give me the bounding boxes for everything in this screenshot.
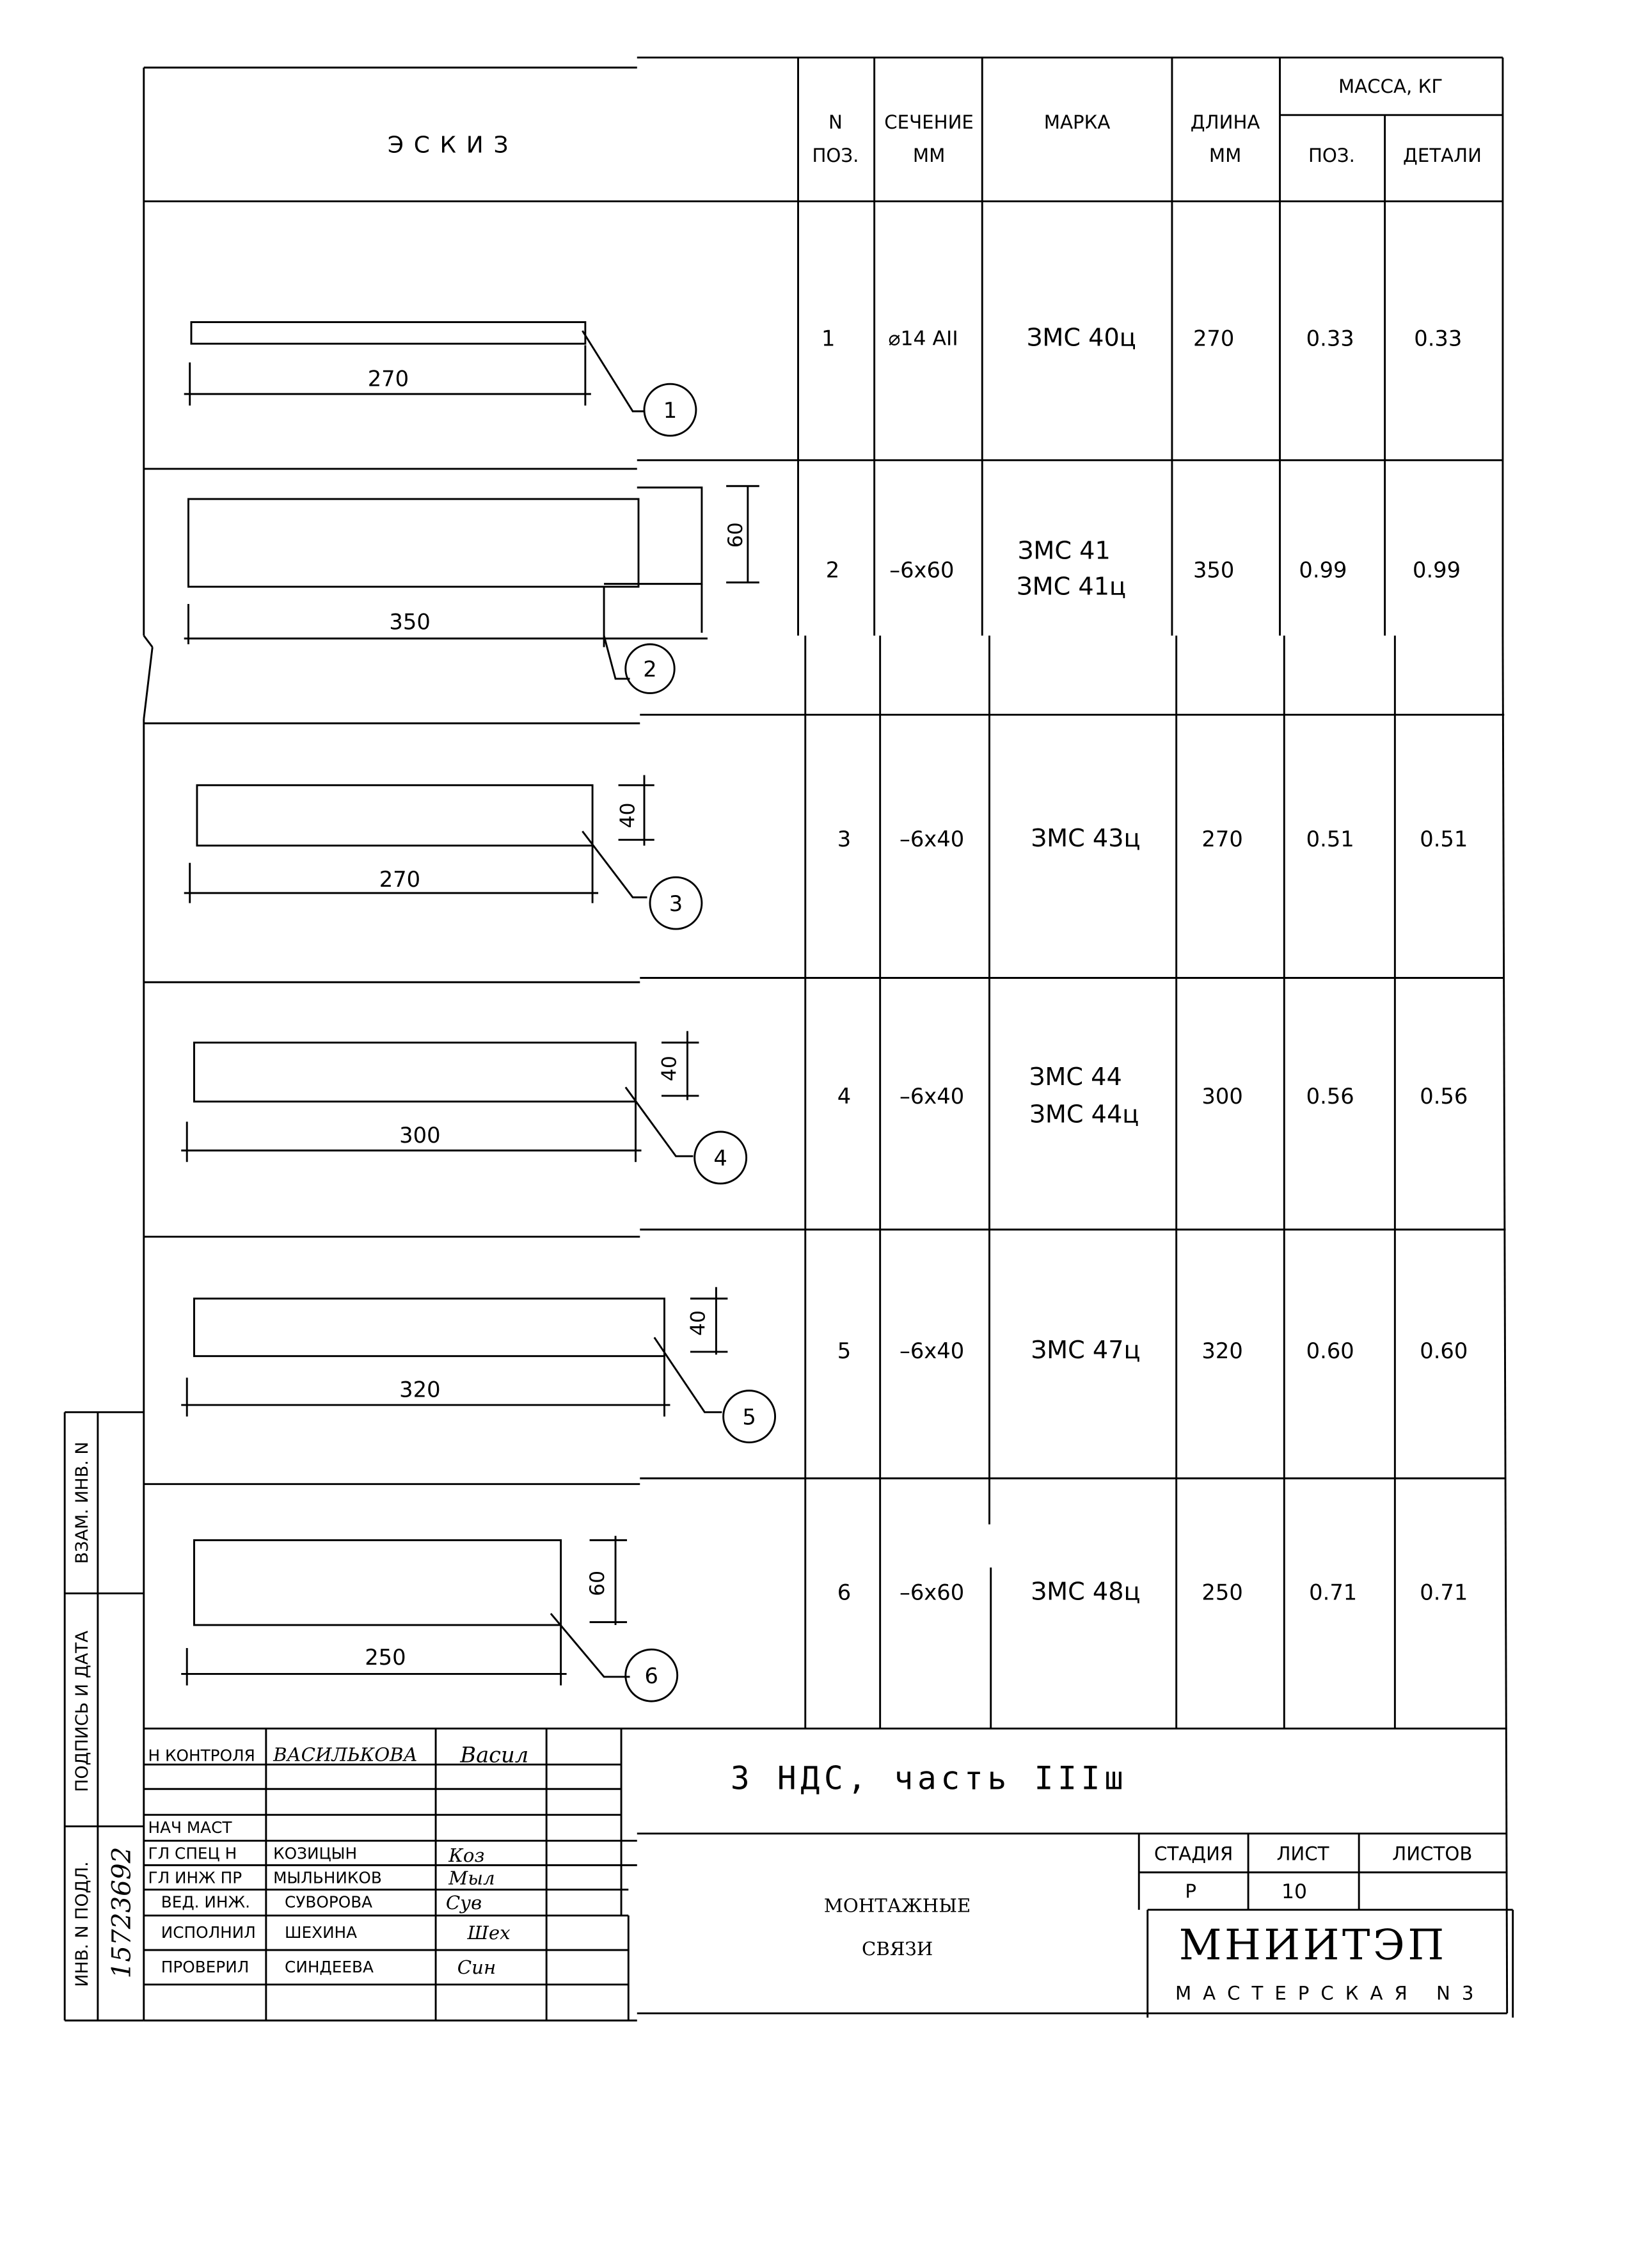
row-6-dim-length: 250 <box>365 1644 406 1670</box>
row-4-section: –6x40 <box>899 1083 965 1110</box>
tb-name-6: СУВОРОВА <box>285 1893 373 1912</box>
row-2-section: –6x60 <box>889 557 955 583</box>
header-pos-no: N <box>828 113 843 135</box>
callout-4: 4 <box>713 1145 727 1171</box>
row-3-pos: 3 <box>837 826 852 852</box>
row-3-section: –6x40 <box>899 826 965 852</box>
row-3-mark: ЗМС 43ц <box>1031 825 1141 854</box>
row-4-dim-width: 40 <box>658 1056 682 1082</box>
header-mass-pos: ПОЗ. <box>1308 146 1355 168</box>
header-pos-no-2: ПОЗ. <box>812 146 859 168</box>
callout-5: 5 <box>742 1404 756 1431</box>
tb-name-5: МЫЛЬНИКОВ <box>273 1869 382 1888</box>
tb-name-4: КОЗИЦЫН <box>273 1844 358 1864</box>
row-5-mass-detail: 0.60 <box>1420 1338 1468 1365</box>
row-1-mass-detail: 0.33 <box>1414 326 1462 352</box>
tb-sign-7: Шех <box>467 1923 511 1946</box>
callout-1: 1 <box>663 397 678 424</box>
callout-6: 6 <box>644 1663 658 1690</box>
margin-inv-podl: ИНВ. N ПОДЛ. <box>72 1861 92 1987</box>
tb-sign-5: Мыл <box>448 1869 495 1891</box>
tb-role-7: ИСПОЛНИЛ <box>161 1923 256 1942</box>
row-3-length: 270 <box>1201 826 1243 852</box>
row-3-dim-width: 40 <box>617 802 640 829</box>
row-4-mass-detail: 0.56 <box>1420 1083 1468 1110</box>
tb-role-6: ВЕД. ИНЖ. <box>161 1893 250 1912</box>
tb-org-name: МНИИТЭП <box>1178 1920 1447 1970</box>
row-6-mass-pos: 0.71 <box>1309 1580 1358 1606</box>
row-4-mass-pos: 0.56 <box>1306 1083 1354 1110</box>
tb-role-1: Н КОНТРОЛЯ <box>148 1746 255 1766</box>
tb-sheet-label: ЛИСТ <box>1276 1844 1329 1866</box>
tb-workshop: МАСТЕРСКАЯ N3 <box>1175 1983 1486 2006</box>
tb-sign-4: Коз <box>448 1846 485 1868</box>
row-6-pos: 6 <box>837 1580 852 1606</box>
margin-inv-number: 15723692 <box>107 1846 138 1979</box>
row-2-pos: 2 <box>825 557 840 583</box>
tb-name-8: СИНДЕЕВА <box>285 1958 374 1977</box>
row-5-dim-length: 320 <box>399 1377 441 1403</box>
row-6-mark: ЗМС 48ц <box>1031 1578 1141 1607</box>
row-2-mark-a: ЗМС 41 <box>1017 537 1111 566</box>
tb-project-code: 3 НДС, часть IIIш <box>730 1761 1128 1798</box>
row-1-length: 270 <box>1193 326 1235 352</box>
row-5-mark: ЗМС 47ц <box>1031 1336 1141 1366</box>
tb-sign-8: Син <box>457 1958 496 1980</box>
row-4-mark-a: ЗМС 44 <box>1029 1063 1122 1093</box>
row-2-mass-detail: 0.99 <box>1412 557 1461 583</box>
callout-2: 2 <box>643 656 657 683</box>
header-mass-detail: ДЕТАЛИ <box>1403 146 1482 168</box>
margin-vzam-inv: ВЗАМ. ИНВ. N <box>72 1441 92 1564</box>
tb-sheet-value: 10 <box>1281 1881 1308 1905</box>
row-6-section: –6x60 <box>899 1580 965 1606</box>
row-2-mass-pos: 0.99 <box>1299 557 1347 583</box>
row-1-section: ⌀14 AII <box>888 328 958 351</box>
sheet-frame <box>144 58 1507 2020</box>
tb-stage-label: СТАДИЯ <box>1154 1844 1233 1866</box>
tb-sheets-label: ЛИСТОВ <box>1392 1844 1473 1866</box>
header-mark: МАРКА <box>1043 113 1111 135</box>
row-2-dim-width: 60 <box>724 522 748 548</box>
header-section: СЕЧЕНИЕ <box>884 113 974 135</box>
header-section-unit: ММ <box>912 146 946 168</box>
row-6-length: 250 <box>1201 1580 1243 1606</box>
row-2-dim-length: 350 <box>389 608 431 635</box>
row-5-mass-pos: 0.60 <box>1306 1338 1354 1365</box>
row-5-dim-width: 40 <box>687 1310 711 1336</box>
row-3-mass-detail: 0.51 <box>1420 826 1468 852</box>
row-6-dim-width: 60 <box>587 1570 610 1596</box>
tb-role-8: ПРОВЕРИЛ <box>161 1958 250 1977</box>
row-3-mass-pos: 0.51 <box>1306 826 1354 852</box>
tb-title-line-2: СВЯЗИ <box>862 1939 933 1961</box>
row-6-mass-detail: 0.71 <box>1420 1580 1468 1606</box>
sketch-row-5 <box>181 1287 727 1416</box>
row-4-mark-b: ЗМС 44ц <box>1029 1100 1139 1130</box>
margin-podpis-data: ПОДПИСЬ И ДАТА <box>72 1630 92 1792</box>
row-5-pos: 5 <box>837 1338 852 1365</box>
row-2-mark-b: ЗМС 41ц <box>1017 573 1127 602</box>
sketch-row-2 <box>184 486 759 683</box>
tb-role-4: ГЛ СПЕЦ Н <box>148 1844 237 1864</box>
tb-sign-1: Васил <box>460 1742 529 1768</box>
row-5-section: –6x40 <box>899 1338 965 1365</box>
tb-title-line-1: МОНТАЖНЫЕ <box>823 1896 971 1918</box>
row-1-dim-length: 270 <box>367 366 409 392</box>
tb-sign-6: Сув <box>445 1893 482 1915</box>
header-length-unit: ММ <box>1209 146 1242 168</box>
callout-3: 3 <box>669 891 683 917</box>
row-5-length: 320 <box>1201 1338 1243 1365</box>
header-sketch: ЭСКИЗ <box>387 131 519 159</box>
tb-stage-value: Р <box>1185 1882 1196 1903</box>
sketch-row-1 <box>184 322 644 411</box>
tb-name-1: ВАСИЛЬКОВА <box>273 1745 418 1767</box>
header-mass: МАССА, КГ <box>1338 77 1443 99</box>
row-1-mark: ЗМС 40ц <box>1026 324 1136 353</box>
row-3-dim-length: 270 <box>379 866 421 892</box>
row-1-mass-pos: 0.33 <box>1306 326 1354 352</box>
row-4-length: 300 <box>1201 1083 1243 1110</box>
row-4-pos: 4 <box>837 1083 852 1110</box>
tb-role-5: ГЛ ИНЖ ПР <box>148 1869 242 1888</box>
row-1-pos: 1 <box>821 326 836 352</box>
row-4-dim-length: 300 <box>399 1122 441 1148</box>
row-2-length: 350 <box>1193 557 1235 583</box>
tb-role-3: НАЧ МАСТ <box>148 1818 232 1837</box>
header-length: ДЛИНА <box>1190 113 1260 135</box>
tb-name-7: ШЕХИНА <box>285 1923 358 1942</box>
